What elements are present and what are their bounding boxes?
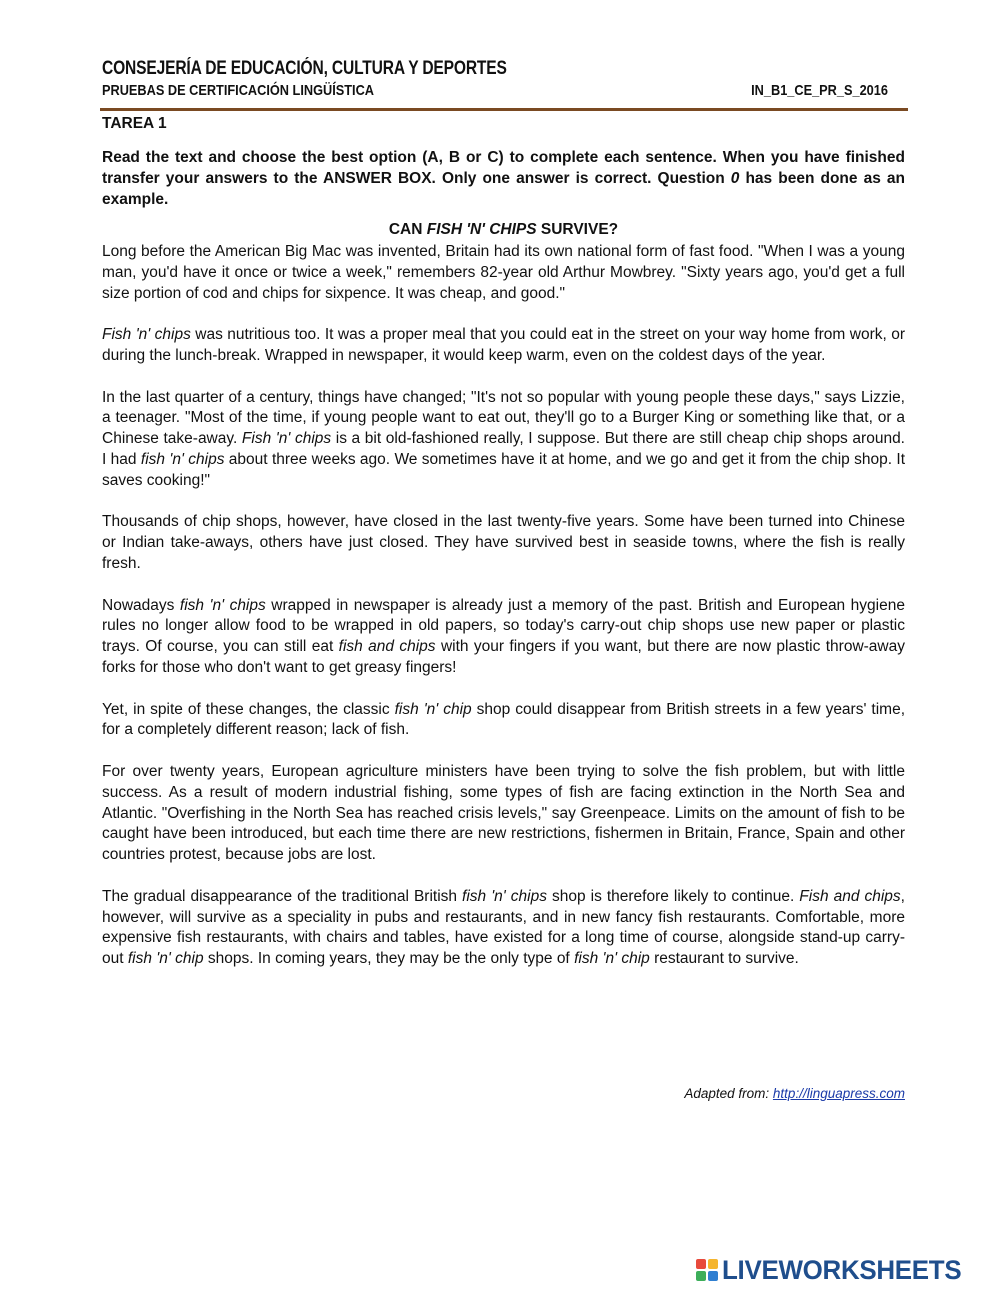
header-subrow [102,82,908,102]
paragraph-7: For over twenty years, European agriculture ministers have been trying to solve the fish problem, but with little success. As a result of modern industrial fishing, some types of fish are facing extinction in the North Sea and Atlantic. "Overfishing in the North Sea has reached crisis levels," say Greenpeace. Limits on the amount of fish to be caught have been introduced, but each time there are new restrictions, fishermen in Britain, France, Spain and other countries protest, because jobs are lost. [102,762,905,864]
title-pre: CAN [388,221,427,238]
instructions-text-b: has been done as an example. [102,170,905,208]
logo-text: LIVEWORKSHEETS [722,1254,962,1285]
p2-em: Fish 'n' chips [102,326,191,344]
paragraph-3 [102,388,905,492]
title-post: SURVIVE? [536,221,619,238]
source-attribution [684,1086,905,1101]
exam-code: IN_B1_CE_PR_S_2016 [751,82,888,99]
p8-em-2: Fish and chips [799,887,901,905]
paragraph-2 [102,325,905,367]
task-instructions [102,147,905,210]
instructions-question-zero: 0 [730,170,740,187]
logo-block-green [696,1271,706,1281]
paragraph-6 [102,700,905,742]
p3-em-1: Fish 'n' chips [241,430,332,448]
logo-block-yellow [708,1259,718,1269]
paragraph-8 [102,887,905,970]
article-title [102,221,905,239]
logo-block-red [696,1259,706,1269]
logo-block-blue [708,1271,718,1281]
paragraph-4: Thousands of chip shops, however, have closed in the last twenty-five years. Some have been turned into Chinese or Indian take-aways, others have just closed. They have survived best in seaside towns, where the fish is really fresh. [102,513,905,572]
p6-em: fish 'n' chip [394,700,472,718]
source-link[interactable]: http://linguapress.com [772,1086,905,1101]
p2-text: was nutritious too. It was a proper meal that you could eat in the street on your way home from work, or during the lunch-break. Wrapped in newspaper, it would keep warm, even on the coldest days of the year. [102,326,905,364]
p3-text-a: In the last quarter of a century, things have changed; "It's not so popular with young people these days," says Lizzie, a teenager. "Most of the time, if young people want to eat out, they'll go to a Burger King or something like that, or a Chinese take-away. [102,388,905,448]
p8-text-e: restaurant to survive. [649,950,799,968]
p6-text-b: shop could disappear from British streets in a few years' time, for a completely different reason; lack of fish. [102,700,905,739]
p5-text-a: Nowadays [102,596,180,614]
p3-em-2: fish 'n' chips [140,450,225,468]
p8-em-3: fish 'n' chip [127,950,204,968]
p8-text-d: shops. In coming years, they may be the only type of [203,950,575,968]
task-label: TAREA 1 [102,115,167,132]
p6-text-a: Yet, in spite of these changes, the classic [102,700,395,718]
title-em: FISH 'N' CHIPS [426,221,537,238]
header-divider [100,108,908,111]
p8-text-b: shop is therefore likely to continue. [546,887,800,905]
p5-text-c: with your fingers if you want, but there are now plastic throw-away forks for those who don't want to get greasy fingers! [102,638,905,676]
organization-title: CONSEJERÍA DE EDUCACIÓN, CULTURA Y DEPORTES [102,58,507,79]
p5-text-b: wrapped in newspaper is already just a memory of the past. British and European hygiene rules no longer allow food to be wrapped in old papers, so today's carry-out chip shops use new paper or plastic trays. Of course, you can still eat [102,596,905,656]
exam-subtitle: PRUEBAS DE CERTIFICACIÓN LINGÜÍSTICA [102,82,375,99]
p8-em-4: fish 'n' chip [574,950,650,968]
article-body [102,242,905,991]
logo-blocks-icon [696,1259,718,1281]
p5-em-1: fish 'n' chips [179,596,266,614]
p8-text-a: The gradual disappearance of the traditional British [102,887,463,905]
p8-em-1: fish 'n' chips [462,887,547,905]
instructions-text-a: Read the text and choose the best option (A, B or C) to complete each sentence. When you have finished transfer your answers to the ANSWER BOX. Only one answer is correct. Question [102,149,905,187]
p5-em-2: fish and chips [338,638,436,656]
source-label: Adapted from: [684,1086,773,1101]
p3-text-c: about three weeks ago. We sometimes have it at home, and we go and get it from the chip shop. It saves cooking!" [102,450,906,489]
paragraph-5 [102,596,905,679]
p3-text-b: is a bit old-fashioned really, I suppose. But there are still cheap chip shops around. I had [102,430,905,468]
document-header [102,58,908,102]
p8-text-c: , however, will survive as a speciality in pubs and restaurants, and in new fancy fish restaurants. Comfortable, more expensive fish restaurants, with chairs and tables, have existed for a long time of course, alongside stand-up carry-out [102,887,905,968]
liveworksheets-logo[interactable] [696,1255,971,1285]
paragraph-1: Long before the American Big Mac was invented, Britain had its own national form of fast food. "When I was a young man, you'd have it once or twice a week," remembers 82-year old Arthur Mowbrey. "Sixty years ago, you'd get a full size portion of cod and chips for sixpence. It was cheap, and good." [102,243,905,302]
